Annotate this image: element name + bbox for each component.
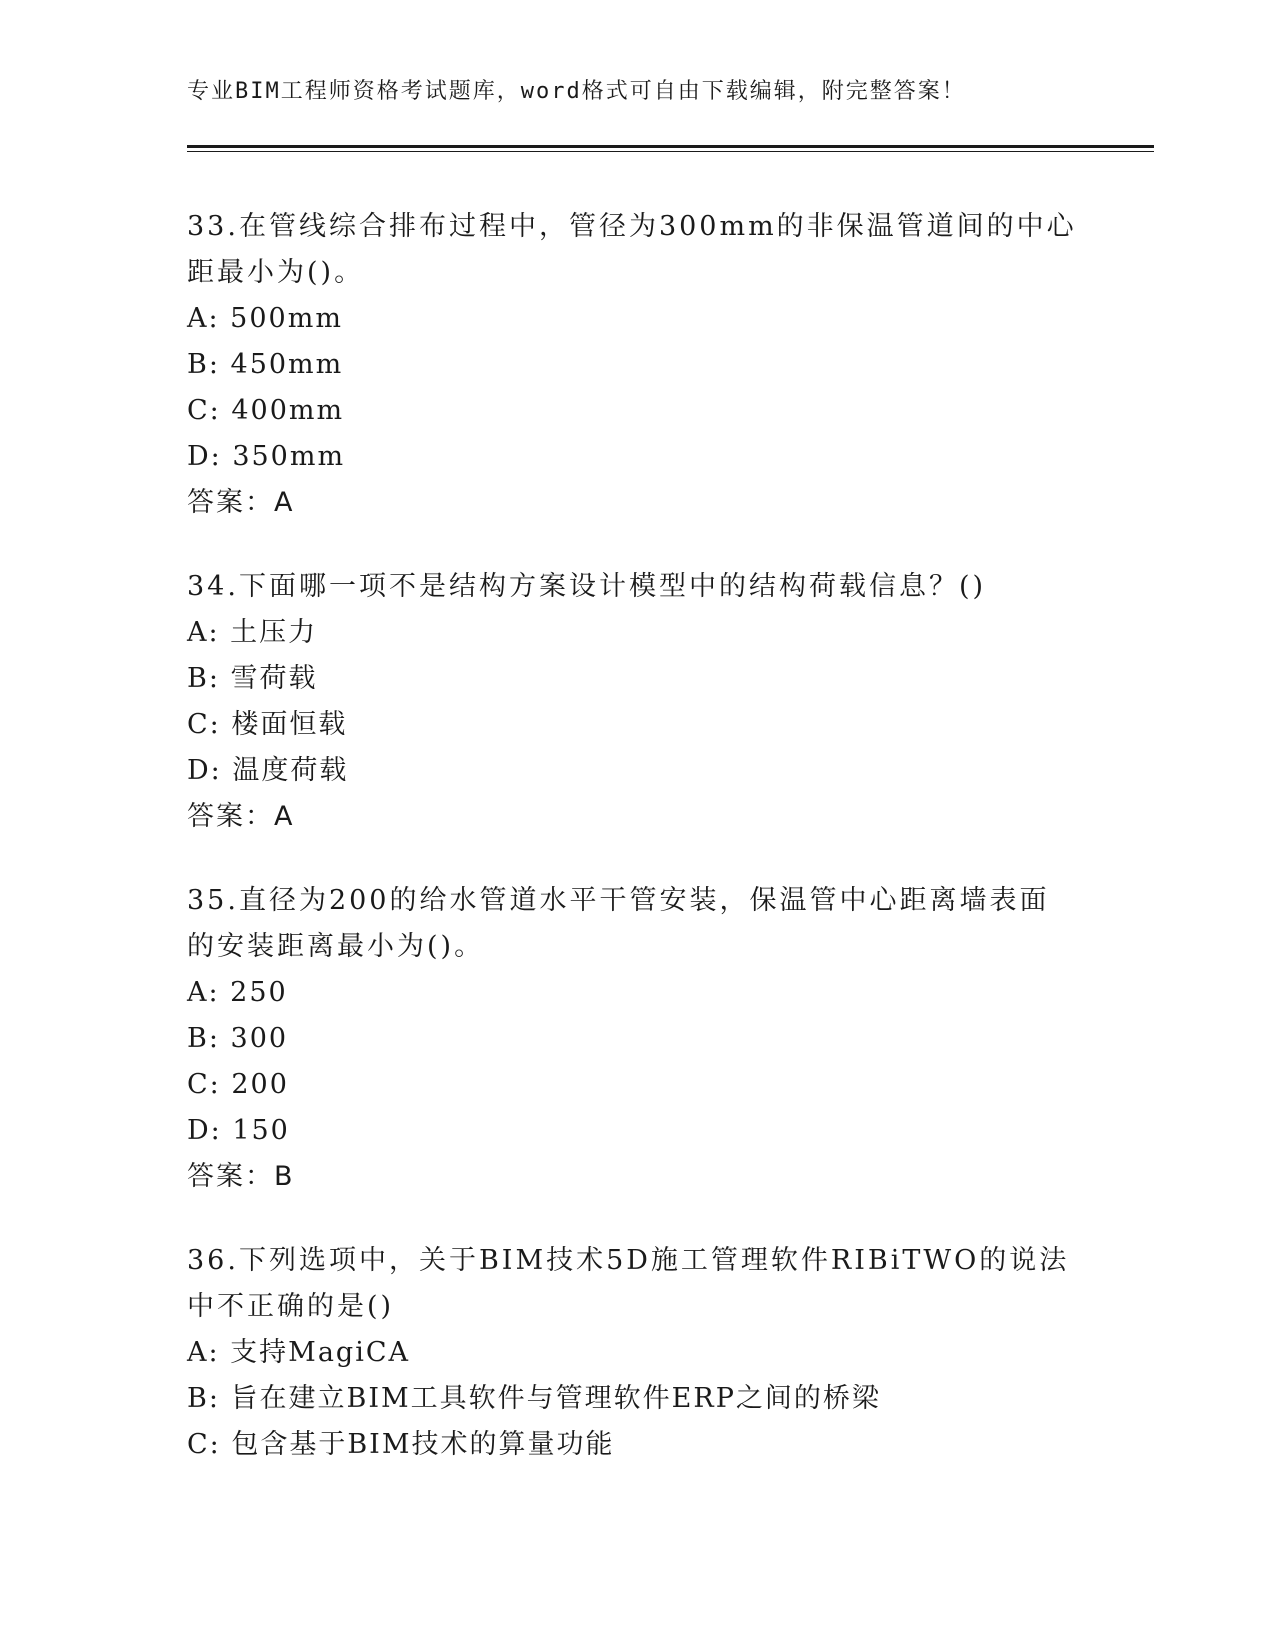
option-c: C: 楼面恒载 [187,709,348,740]
answer: 答案：B [187,1161,295,1192]
question-35 [187,878,1077,1200]
option-a: A: 250 [187,977,288,1008]
option-c: C: 200 [187,1069,289,1100]
option-a: A: 土压力 [187,617,318,648]
answer: 答案：A [187,801,295,832]
option-c: C: 400mm [187,395,345,426]
question-36 [187,1238,1077,1468]
option-c: C: 包含基于BIM技术的算量功能 [187,1429,615,1460]
option-d: D: 150 [187,1115,290,1146]
question-34 [187,564,1077,840]
page-header: 专业BIM工程师资格考试题库，word格式可自由下载编辑，附完整答案！ [187,79,966,104]
option-d: D: 350mm [187,441,346,472]
option-b: B: 雪荷载 [187,663,318,694]
question-stem: 35.直径为200的给水管道水平干管安装，保温管中心距离墙表面的安装距离最小为()。 [187,885,1050,962]
question-list [187,204,1077,1506]
option-b: B: 300 [187,1023,289,1054]
question-33 [187,204,1077,526]
option-a: A: 支持MagiCA [187,1337,410,1368]
question-stem: 36.下列选项中，关于BIM技术5D施工管理软件RIBiTWO的说法中不正确的是() [187,1245,1070,1322]
question-stem: 34.下面哪一项不是结构方案设计模型中的结构荷载信息？() [187,571,987,602]
header-rule-thin [187,151,1154,152]
option-b: B: 旨在建立BIM工具软件与管理软件ERP之间的桥梁 [187,1383,881,1414]
answer: 答案：A [187,487,295,518]
question-stem: 33.在管线综合排布过程中，管径为300mm的非保温管道间的中心距最小为()。 [187,211,1077,288]
header-rule-thick [187,145,1154,148]
option-b: B: 450mm [187,349,344,380]
option-a: A: 500mm [187,303,343,334]
option-d: D: 温度荷载 [187,755,349,786]
